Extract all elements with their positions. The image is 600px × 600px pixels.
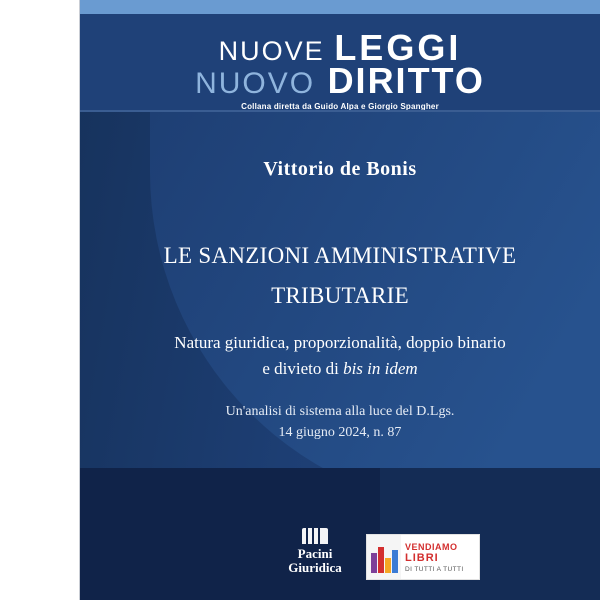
- retailer-badge: [366, 534, 480, 580]
- book-subtitle: [80, 330, 600, 382]
- publisher-logo: [270, 528, 360, 575]
- retailer-badge-text: [401, 535, 479, 579]
- book-subtitle-line-2-plain: e divieto di: [262, 359, 344, 378]
- book-note-line-2: 14 giugno 2024, n. 87: [278, 425, 402, 440]
- page-title: [80, 236, 600, 316]
- publisher-mark-icon: [302, 528, 328, 544]
- series-word-leggi: LEGGI: [334, 27, 462, 68]
- retailer-badge-line-3: DI TUTTI A TUTTI: [405, 566, 464, 573]
- retailer-badge-line-2: LIBRI: [405, 552, 439, 564]
- author-name: Vittorio de Bonis: [263, 158, 417, 180]
- book-subtitle-line-1: Natura giuridica, proporzionalità, doppio binario: [174, 333, 506, 352]
- series-editors-line: Collana diretta da Guido Alpa e Giorgio Spangher: [241, 102, 439, 110]
- book-note: [80, 401, 600, 443]
- book-subtitle-line-2: [80, 356, 600, 382]
- series-word-nuovo: NUOVO: [195, 67, 316, 100]
- book-note-line-1: Un'analisi di sistema alla luce del D.Lgs.: [225, 404, 455, 419]
- publisher-name-line-1: Pacini: [297, 546, 333, 561]
- series-word-diritto: DIRITTO: [327, 60, 485, 101]
- book-title-line-2: TRIBUTARIE: [271, 283, 409, 308]
- books-stack-icon: [367, 535, 401, 579]
- retailer-badge-line-1: VENDIAMO: [405, 542, 458, 552]
- book-title-line-1: LE SANZIONI AMMINISTRATIVE: [163, 243, 517, 268]
- book-subtitle-line-2-italic: bis in idem: [343, 359, 418, 378]
- left-white-margin: [0, 0, 80, 600]
- cover-text-block: [80, 0, 600, 600]
- publisher-name-line-2: Giuridica: [288, 560, 342, 575]
- spine-divider-line: [79, 0, 80, 600]
- series-word-nuove: NUOVE: [218, 36, 325, 66]
